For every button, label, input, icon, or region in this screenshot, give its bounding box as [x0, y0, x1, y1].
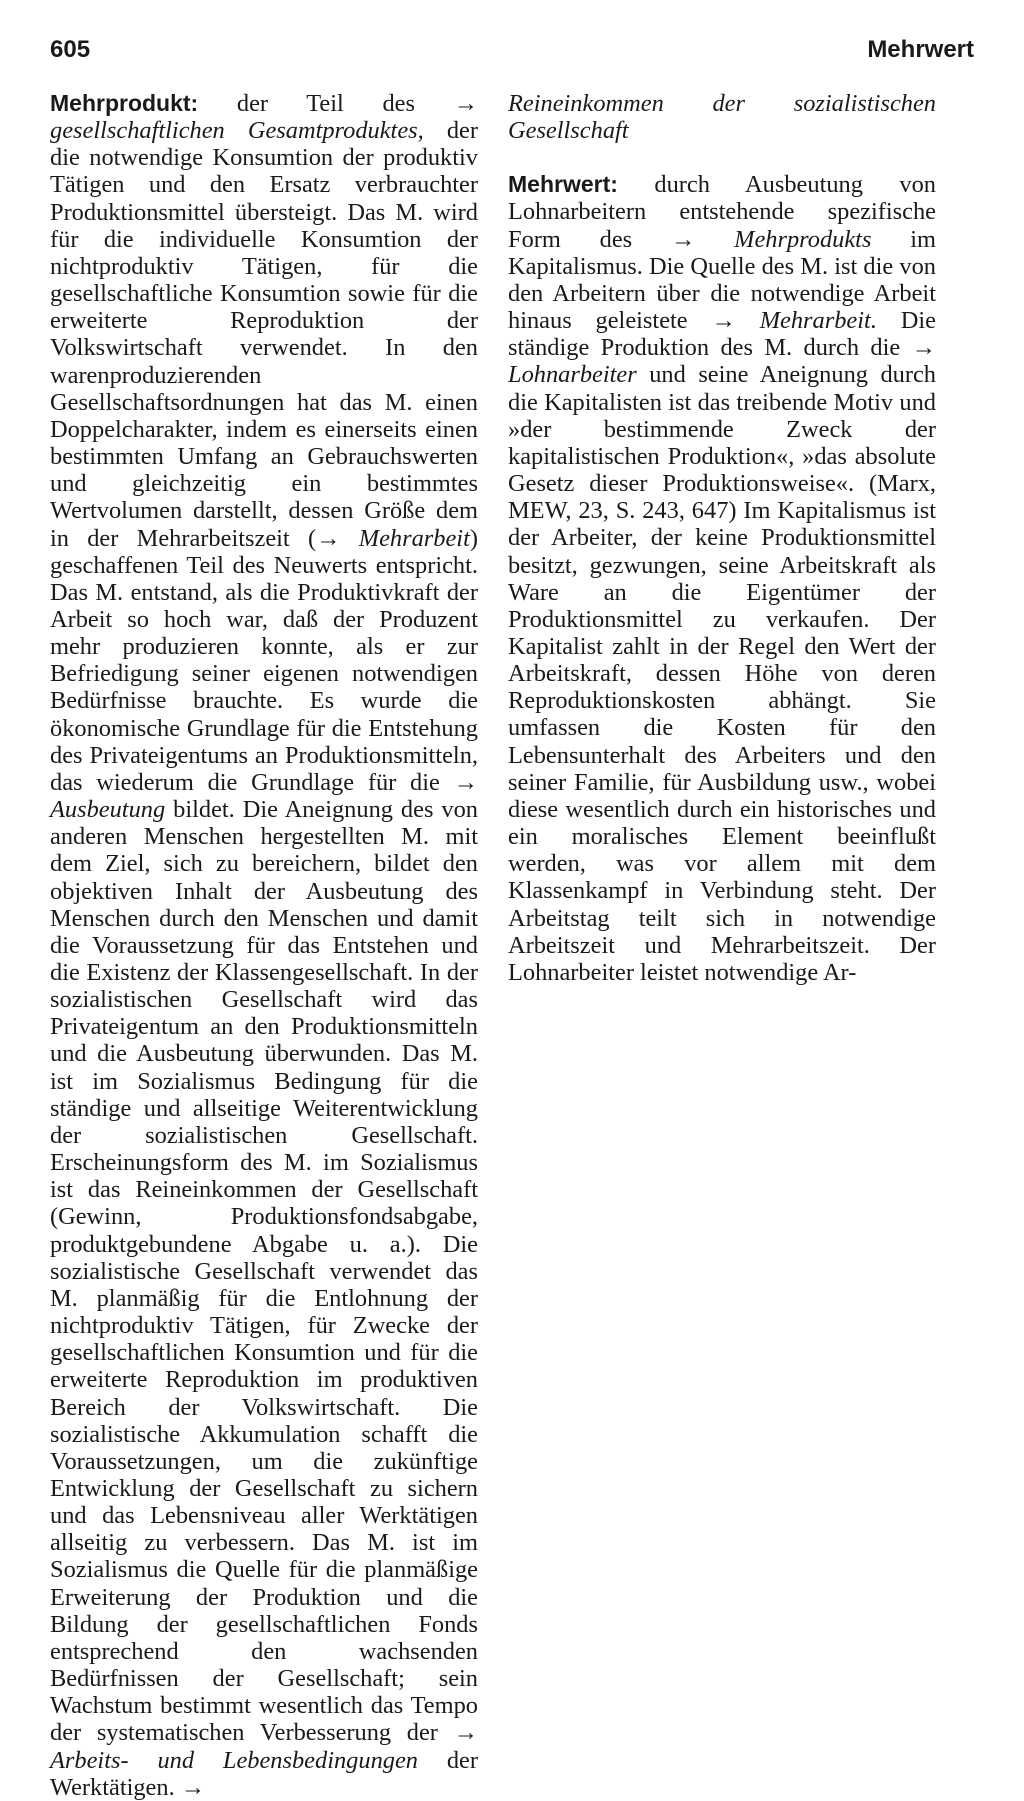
entry-text: ) geschaffenen Teil des Neuwerts entspricht. Das M. entstand, als die Produktivkraft der Arbeit so hoch war, daß der Produzent mehr produzieren konnte, als er zur Befriedigung seiner eigenen notwendigen Bedürfnisse brauchte. Es wurde die ökonomische Grundlage für die Entstehung des Privateigentums an Produktionsmitteln, das wiederum die Grundlage für die [50, 524, 478, 796]
entry-term: Mehrwert: [508, 171, 618, 198]
cross-reference-arrow-icon: → [453, 90, 478, 117]
cross-reference: Ausbeutung [50, 796, 166, 824]
cross-reference-arrow-icon: → [453, 1719, 478, 1747]
entry-mehrprodukt-part1 [50, 90, 478, 1801]
entry-text: durch Ausbeutung von Lohnarbeitern entstehende spezifische Form des [508, 171, 936, 253]
entry-text: bildet. Die Aneignung des von anderen Menschen hergestellten M. mit dem Ziel, sich zu bereichern, bildet den objektiven Inhalt der Ausbeutung des Menschen durch den Menschen und damit die Voraussetzung für das Entstehen und die Existenz der Klassengesellschaft. In der sozialistischen Gesellschaft wird das Privateigentum an den Produktionsmitteln und die Ausbeutung überwunden. Das M. ist im Sozialismus Bedingung für die ständige und allseitige Weiterentwicklung der sozialistischen Gesellschaft. Erscheinungsform des M. im Sozialismus ist das Reineinkommen der Gesellschaft (Gewinn, Produktionsfondsabgabe, produktgebundene Abgabe u. a.). Die sozialistische Gesellschaft verwendet das M. planmäßig für die Entlohnung der nichtproduktiv Tätigen, für Zwecke der gesellschaftlichen Konsumtion und für die erweiterte Reproduktion im produktiven Bereich der Volkswirtschaft. Die sozialistische Akkumulation schafft die Voraussetzungen, um die zukünftige Entwicklung der Gesellschaft zu sichern und das Lebensniveau aller Werktätigen allseitig zu verbessern. Das M. ist im Sozialismus die Quelle für die planmäßige Erweiterung der Produktion und die Bildung der gesellschaftlichen Fonds entsprechend den wachsenden Bedürfnissen der Gesellschaft; sein Wachstum bestimmt wesentlich das Tempo der systematischen Verbesserung der [50, 796, 478, 1747]
cross-reference-arrow-icon: → [711, 307, 736, 335]
left-column [50, 90, 478, 1801]
cross-reference: Mehrprodukts [695, 225, 872, 253]
cross-reference-arrow-icon: → [453, 768, 478, 796]
entry-text: der Teil des [198, 90, 454, 117]
page-number: 605 [50, 36, 91, 63]
cross-reference: Arbeits- und Lebensbedingungen [50, 1746, 418, 1774]
entry-text: und seine Aneignung durch die Kapitalisten ist das treibende Motiv und »der bestimmende Zweck der kapitalistischen Produktion«, »das absolute Gesetz dieser Produktionsweise«. (Marx, MEW, 23, S. 243, 647) Im Kapitalismus ist der Arbeiter, der keine Produktionsmittel besitzt, gezwungen, seine Arbeitskraft als Ware an die Eigentümer der Produktionsmittel zu verkaufen. Der Kapitalist zahlt in der Regel den Wert der Arbeitskraft, dessen Höhe von deren Reproduktionskosten abhängt. Sie umfassen die Kosten für den Lebensunterhalt des Arbeiters und den seiner Familie, für Ausbildung usw., wobei diese wesentlich durch ein historisches und ein moralisches Element beeinflußt werden, was vor allem mit dem Klassenkampf in Verbindung steht. Der Arbeitstag teilt sich in notwendige Arbeitszeit und Mehrarbeitszeit. Der Lohnarbeiter leistet notwendige Ar- [508, 361, 936, 986]
cross-reference: Reineinkommen der sozialistischen Gesellschaft [508, 90, 936, 145]
entry-mehrprodukt-part2 [508, 90, 936, 144]
cross-reference: gesellschaftlichen Gesamtproduktes, [50, 117, 424, 145]
entry-term: Mehrprodukt: [50, 90, 199, 116]
cross-reference-arrow-icon: → [911, 334, 936, 362]
entry-mehrwert [508, 171, 936, 986]
cross-reference: Mehrarbeit. [735, 307, 877, 335]
entry-text: im Kapitalismus. Die Quelle des M. ist die von den Arbeitern über die notwendige Arbeit hinaus geleistete [508, 225, 936, 335]
cross-reference: Mehrarbeit [340, 524, 470, 552]
cross-reference: Lohnarbeiter [508, 361, 637, 389]
entry-text: Die ständige Produktion des M. durch die [508, 307, 936, 362]
cross-reference-arrow-icon: → [670, 225, 696, 253]
page-header [50, 30, 974, 70]
cross-reference-arrow-icon: → [180, 1773, 206, 1801]
entry-text: der Werktätigen. [50, 1746, 478, 1801]
cross-reference-arrow-icon: → [316, 524, 341, 552]
entry-text: der die notwendige Konsumtion der produktiv Tätigen und den Ersatz verbrauchter Produktionsmittel übersteigt. Das M. wird für die individuelle Konsumtion der nichtproduktiv Tätigen, für die gesellschaftliche Konsumtion sowie für die erweiterte Reproduktion der Volkswirtschaft verwendet. In den warenproduzierenden Gesellschaftsordnungen hat das M. einen Doppelcharakter, indem es einerseits einen bestimmten Umfang an Gebrauchswerten und gleichzeitig ein bestimmtes Wertvolumen darstellt, dessen Größe dem in der Mehrarbeitszeit ( [50, 117, 478, 552]
running-title: Mehrwert [867, 36, 974, 63]
right-column [508, 90, 936, 986]
